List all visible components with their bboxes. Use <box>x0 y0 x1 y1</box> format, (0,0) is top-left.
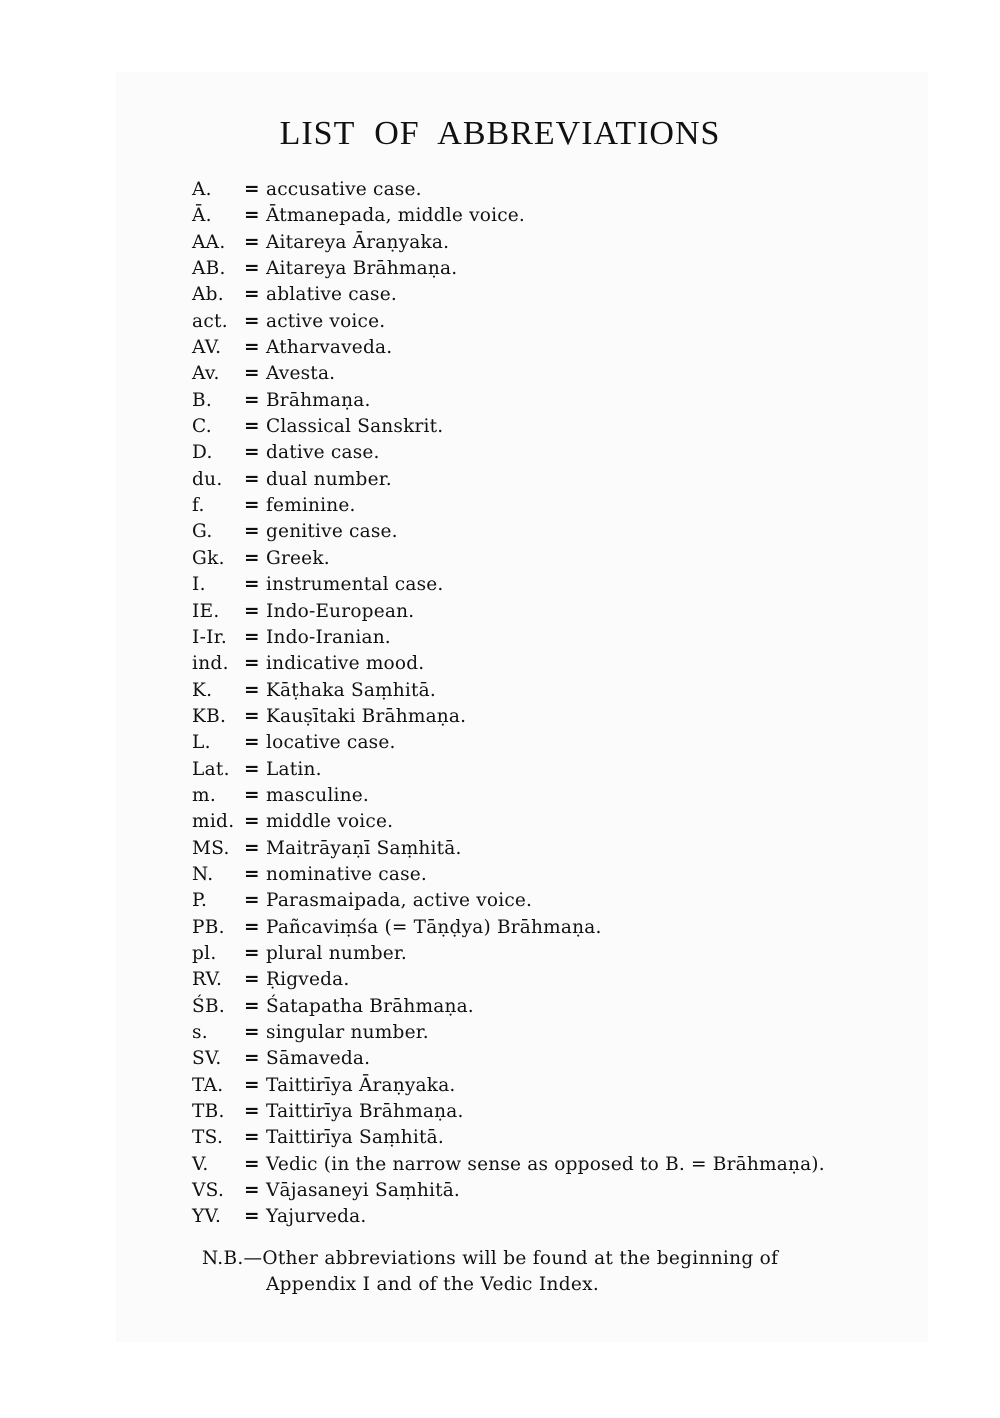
equals-sign: = <box>244 995 260 1017</box>
abbreviation-term: mid. <box>192 811 235 833</box>
equals-sign: = <box>244 784 260 806</box>
abbreviation-term: act. <box>192 310 228 332</box>
abbreviation-meaning: Latin. <box>266 758 322 780</box>
abbreviation-term: B. <box>192 389 213 411</box>
equals-sign: = <box>244 1074 260 1096</box>
abbreviation-term: VS. <box>192 1180 225 1202</box>
abbreviation-meaning: Pañcaviṃśa (= Tāṇḍya) Brāhmaṇa. <box>266 916 602 938</box>
abbreviation-meaning: Yajurveda. <box>266 1206 367 1228</box>
equals-sign: = <box>244 916 260 938</box>
abbreviation-term: AA. <box>192 231 226 253</box>
abbreviation-term: AV. <box>192 337 222 359</box>
abbreviation-term: Lat. <box>192 758 230 780</box>
equals-sign: = <box>244 890 260 912</box>
abbreviation-term: pl. <box>192 942 217 964</box>
abbreviation-meaning: active voice. <box>266 310 386 332</box>
abbreviation-term: s. <box>192 1022 208 1043</box>
abbreviation-meaning: feminine. <box>266 495 356 517</box>
abbreviation-meaning: masculine. <box>266 784 369 806</box>
abbreviation-meaning: Ātmanepada, middle voice. <box>266 205 525 227</box>
abbreviation-term: ind. <box>192 653 229 675</box>
equals-sign: = <box>244 1048 260 1070</box>
abbreviation-meaning: Kauṣītaki Brāhmaṇa. <box>266 705 467 727</box>
abbreviation-term: RV. <box>192 969 223 991</box>
abbreviation-term: AB. <box>192 258 226 280</box>
equals-sign: = <box>244 863 260 885</box>
abbreviation-meaning: Brāhmaṇa. <box>266 389 371 411</box>
equals-sign: = <box>244 1127 260 1149</box>
abbreviation-meaning: Avesta. <box>266 363 336 385</box>
page-title: LIST OF ABBREVIATIONS <box>279 115 721 152</box>
abbreviation-meaning: middle voice. <box>266 811 394 833</box>
abbreviation-meaning: Maitrāyaṇī Saṃhitā. <box>266 837 462 859</box>
abbreviation-term: m. <box>192 784 217 806</box>
abbreviation-term: TS. <box>192 1127 224 1149</box>
equals-sign: = <box>244 1206 260 1228</box>
abbreviation-term: PB. <box>192 916 225 938</box>
equals-sign: = <box>244 732 260 754</box>
abbreviation-meaning: indicative mood. <box>266 653 425 675</box>
abbreviation-meaning: Greek. <box>266 547 330 569</box>
footnote-line-1: N.B.—Other abbreviations will be found at the beginning of <box>202 1248 779 1269</box>
abbreviation-meaning: Taittirīya Saṃhitā. <box>266 1127 444 1149</box>
equals-sign: = <box>244 521 260 543</box>
abbreviation-term: du. <box>192 468 223 490</box>
abbreviation-term: KB. <box>192 705 227 727</box>
equals-sign: = <box>244 310 260 332</box>
abbreviation-term: P. <box>192 890 208 912</box>
equals-sign: = <box>244 337 260 359</box>
abbreviation-meaning: Classical Sanskrit. <box>266 416 444 438</box>
equals-sign: = <box>244 837 260 859</box>
abbreviation-meaning: Indo-Iranian. <box>266 626 391 648</box>
equals-sign: = <box>244 468 260 490</box>
abbreviation-meaning: Śatapatha Brāhmaṇa. <box>266 995 474 1017</box>
equals-sign: = <box>244 495 260 517</box>
abbreviation-meaning: accusative case. <box>266 179 422 200</box>
abbreviation-meaning: Ṛigveda. <box>266 969 350 991</box>
equals-sign: = <box>244 705 260 727</box>
abbreviation-meaning: genitive case. <box>266 521 398 543</box>
abbreviation-meaning: Sāmaveda. <box>266 1048 371 1070</box>
equals-sign: = <box>244 231 260 253</box>
abbreviation-meaning: Kāṭhaka Saṃhitā. <box>266 679 436 701</box>
abbreviation-term: TA. <box>192 1074 224 1096</box>
abbreviation-term: C. <box>192 416 212 438</box>
equals-sign: = <box>244 389 260 411</box>
equals-sign: = <box>244 205 260 227</box>
abbreviation-term: Gk. <box>192 547 225 569</box>
equals-sign: = <box>244 811 260 833</box>
equals-sign: = <box>244 547 260 569</box>
abbreviation-meaning: singular number. <box>266 1022 429 1043</box>
equals-sign: = <box>244 1153 260 1175</box>
equals-sign: = <box>244 179 260 200</box>
abbreviation-meaning: Vājasaneyi Saṃhitā. <box>266 1180 461 1202</box>
abbreviation-meaning: dual number. <box>266 468 392 490</box>
abbreviation-term: A. <box>192 179 212 200</box>
equals-sign: = <box>244 1101 260 1123</box>
abbreviation-meaning: Aitareya Āraṇyaka. <box>266 231 450 253</box>
abbreviation-meaning: Atharvaveda. <box>266 337 393 359</box>
abbreviation-term: I-Ir. <box>192 626 228 648</box>
abbreviation-term: N. <box>192 863 214 885</box>
abbreviation-term: L. <box>192 732 211 754</box>
abbreviation-term: D. <box>192 442 213 464</box>
equals-sign: = <box>244 942 260 964</box>
equals-sign: = <box>244 258 260 280</box>
abbreviation-term: V. <box>192 1153 209 1175</box>
footnote <box>202 1246 862 1298</box>
abbreviation-meaning: instrumental case. <box>266 574 444 596</box>
equals-sign: = <box>244 363 260 385</box>
abbreviation-term: I. <box>192 574 206 596</box>
equals-sign: = <box>244 442 260 464</box>
equals-sign: = <box>244 653 260 675</box>
abbreviation-meaning: nominative case. <box>266 863 428 885</box>
abbreviation-meaning: Taittirīya Āraṇyaka. <box>266 1074 456 1096</box>
equals-sign: = <box>244 574 260 596</box>
abbreviation-term: Av. <box>192 363 220 385</box>
equals-sign: = <box>244 1022 260 1043</box>
abbreviation-term: YV. <box>192 1206 222 1228</box>
abbreviation-term: IE. <box>192 600 220 622</box>
equals-sign: = <box>244 679 260 701</box>
equals-sign: = <box>244 416 260 438</box>
footnote-line-2: Appendix I and of the Vedic Index. <box>266 1274 600 1295</box>
abbreviation-meaning: locative case. <box>266 732 396 754</box>
abbreviation-term: SV. <box>192 1048 222 1070</box>
abbreviation-meaning: ablative case. <box>266 284 397 306</box>
abbreviation-meaning: Indo-European. <box>266 600 415 622</box>
abbreviation-meaning: plural number. <box>266 942 407 964</box>
abbreviation-term: K. <box>192 679 213 701</box>
abbreviation-meaning: dative case. <box>266 442 380 464</box>
equals-sign: = <box>244 969 260 991</box>
equals-sign: = <box>244 600 260 622</box>
equals-sign: = <box>244 758 260 780</box>
abbreviation-meaning: Parasmaipada, active voice. <box>266 890 533 912</box>
abbreviation-meaning: Aitareya Brāhmaṇa. <box>266 258 458 280</box>
abbreviation-term: TB. <box>192 1101 225 1123</box>
abbreviation-term: ŚB. <box>192 995 226 1017</box>
equals-sign: = <box>244 626 260 648</box>
abbreviation-meaning: Vedic (in the narrow sense as opposed to B. = Brāhmaṇa). <box>266 1153 825 1175</box>
abbreviation-term: Ā. <box>192 205 212 227</box>
equals-sign: = <box>244 1180 260 1202</box>
abbreviation-term: Ab. <box>192 284 224 306</box>
equals-sign: = <box>244 284 260 306</box>
abbreviation-term: G. <box>192 521 213 543</box>
abbreviation-term: f. <box>192 495 205 517</box>
abbreviation-term: MS. <box>192 837 230 859</box>
abbreviation-meaning: Taittirīya Brāhmaṇa. <box>266 1101 464 1123</box>
